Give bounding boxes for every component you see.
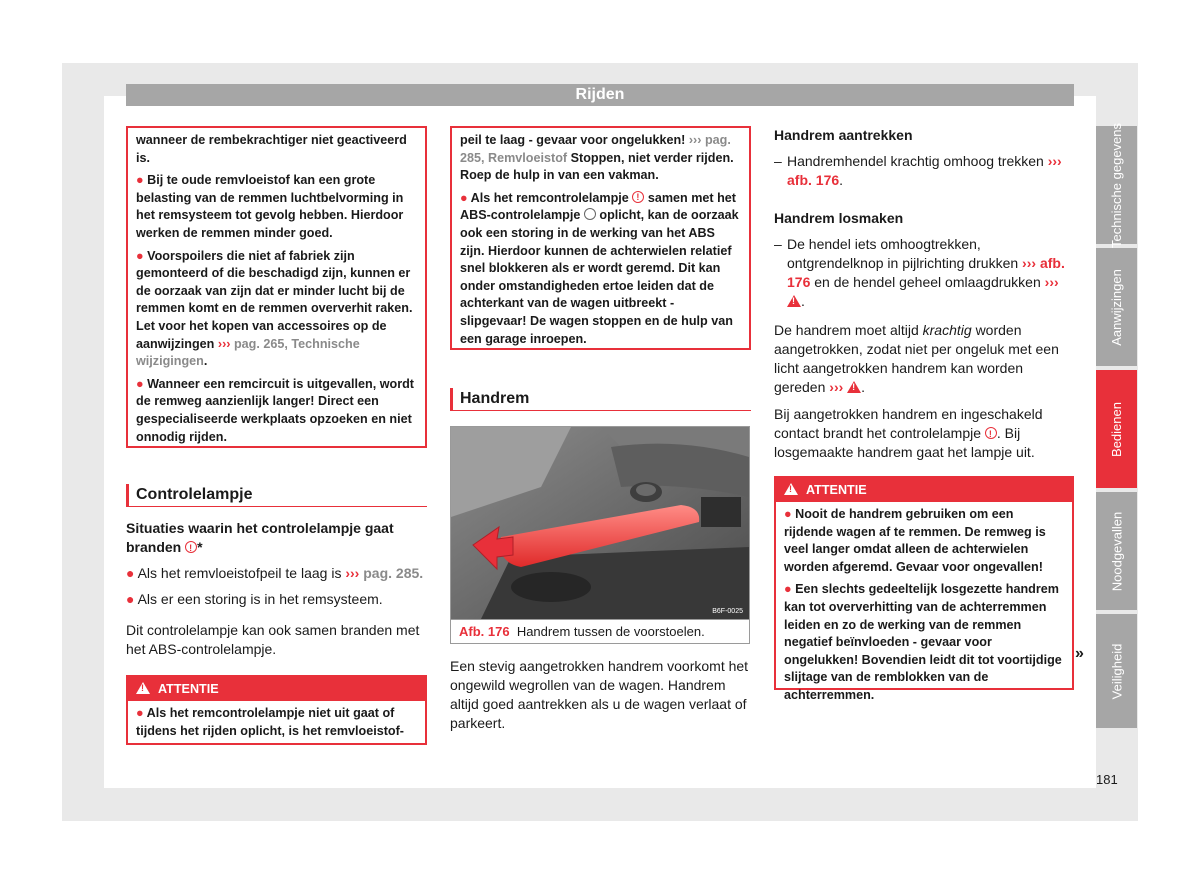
attentie-header: !ATTENTIE — [776, 478, 1072, 502]
warning-triangle-icon — [136, 682, 150, 694]
brake-warning-lamp-icon — [185, 541, 197, 553]
instruction-step: – De hendel iets omhoogtrekken, ontgrendelknop in pijlrichting drukken ››› afb. 176 en de hendel geheel omlaagdrukken ››› !. — [774, 235, 1074, 311]
warning-box-continued — [450, 126, 751, 350]
tab-technische-gegevens[interactable]: Technische gegevens — [1096, 126, 1137, 244]
tab-aanwijzingen[interactable]: Aanwijzingen — [1096, 248, 1137, 366]
section-title-controlelampje: Controlelampje — [126, 484, 427, 507]
list-item: ● Als er een storing is in het remsysteem. — [126, 591, 383, 607]
warn-item: ● Als het remcontrolelampje ! samen met het ABS-controlelampje oplicht, kan de oorzaak ook een storing in de werking van het ABS zijn. Hierdoor kunnen de achterwielen relatief snel blokkeren als er wordt geremd. Dit kan onder omstandigheden ertoe leiden dat de achterkant van de wagen uitbreekt - slipgevaar! De wagen stoppen en de hulp van een garage inroepen. — [460, 190, 741, 348]
warn-text: peil te laag - gevaar voor ongelukken! ››› pag. 285, Remvloeistof Stoppen, niet verder rijden. Roep de hulp in van een vakman. — [460, 133, 734, 183]
handbrake-photo — [451, 427, 749, 619]
paragraph: Een stevig aangetrokken handrem voorkomt het ongewild wegrollen van de wagen. Handrem altijd goed aantrekken als u de wagen verlaat of parkeert. — [450, 658, 749, 731]
warn-item: ● Voorspoilers die niet af fabriek zijn gemonteerd of die beschadigd zijn, kunnen er de oorzaak van zijn dat er minder lucht bij de remmen komt en de remmen oververhit raken. Let voor het kopen van accessoires op de aanwijzingen ››› pag. 265, Technische wijzigingen. — [136, 248, 413, 369]
page-link[interactable]: pag. 285, Remvloeistof — [460, 133, 731, 165]
column-3 — [774, 126, 1074, 702]
warning-triangle-icon — [787, 295, 801, 307]
figure-code: B6F-0025 — [712, 608, 743, 615]
brake-warning-lamp-icon — [632, 191, 644, 203]
sub-heading: Handrem aantrekken — [774, 127, 913, 143]
sub-heading: Situaties waarin het controlelampje gaat branden ! * — [126, 519, 427, 557]
page-link[interactable]: pag. 265, — [233, 336, 288, 351]
continue-arrow-icon: » — [1075, 645, 1084, 662]
warning-box-continued — [126, 126, 427, 448]
figure-caption: Afb. 176 Handrem tussen de voorstoelen. — [451, 619, 749, 643]
sub-heading: Handrem losmaken — [774, 210, 904, 226]
warn-item: ● Wanneer een remcircuit is uitgevallen, wordt de remweg aanzienlijk langer! Direct een gespecialiseerde werkplaats opzoeken en niet onnodig rijden. — [136, 376, 414, 444]
attentie-body: ● Als het remcontrolelampje niet uit gaat of tijdens het rijden oplicht, is het remvloeistof- — [136, 706, 405, 738]
tab-bedienen[interactable]: Bedienen — [1096, 370, 1137, 488]
page-link[interactable]: pag. 285. — [363, 565, 424, 581]
warn-text: wanneer de rembekrachtiger niet geactiveerd is. — [136, 133, 407, 165]
attentie-box — [774, 476, 1074, 702]
figure-link[interactable]: afb. 176 — [787, 172, 840, 188]
attentie-box — [126, 675, 427, 745]
attentie-header: !ATTENTIE — [128, 677, 425, 701]
warning-triangle-icon — [847, 381, 861, 393]
section-title-handrem: Handrem — [450, 388, 751, 411]
abs-lamp-icon — [584, 208, 596, 220]
section-link[interactable]: Technische wijzigingen — [136, 336, 360, 369]
attentie-body — [776, 502, 1072, 709]
page-number: 181 — [1096, 772, 1118, 787]
warning-triangle-icon — [784, 483, 798, 495]
tab-noodgevallen[interactable]: Noodgevallen — [1096, 492, 1137, 610]
paragraph: De handrem moet altijd krachtig worden aangetrokken, zodat niet per ongeluk met een licht aangetrokken handrem kan worden gereden ››› ! . — [774, 321, 1074, 397]
column-2 — [450, 126, 751, 411]
attentie-item: ● Nooit de handrem gebruiken om een rijdende wagen af te remmen. De remweg is veel langer omdat alleen de achterwielen worden afgeremd. Gevaar voor ongevallen! — [784, 507, 1046, 574]
chapter-header: Rijden — [126, 84, 1074, 106]
instruction-step: – Handremhendel krachtig omhoog trekken ››› afb. 176. — [774, 153, 1062, 188]
figure-176 — [450, 426, 750, 644]
handbrake-lamp-icon — [985, 427, 997, 439]
paragraph: Bij aangetrokken handrem en ingeschakeld contact brandt het controlelampje ! . Bij losgemaakte handrem gaat het lampje uit. — [774, 405, 1074, 462]
attentie-item: ● Een slechts gedeeltelijk losgezette handrem kan tot oververhitting van de achterremmen leiden en zo de werking van de remmen negatief beïnvloeden - gevaar voor ongelukken! Bovendien leidt dit tot voortijdige slijtage van de remblokken van de achterremmen. — [784, 582, 1062, 702]
tab-veiligheid[interactable]: Veiligheid — [1096, 614, 1137, 728]
column-1 — [126, 126, 427, 745]
list-item: ● Als het remvloeistofpeil te laag is ››› pag. 285. — [126, 565, 424, 581]
paragraph: Dit controlelampje kan ook samen branden met het ABS-controlelampje. — [126, 622, 420, 657]
figure-link[interactable]: afb. 176 — [787, 255, 1065, 290]
warn-item: ● Bij te oude remvloeistof kan een grote belasting van de remmen luchtbelvorming in het remsysteem tot gevolg hebben. Hierdoor werken de remmen minder goed. — [136, 173, 404, 240]
